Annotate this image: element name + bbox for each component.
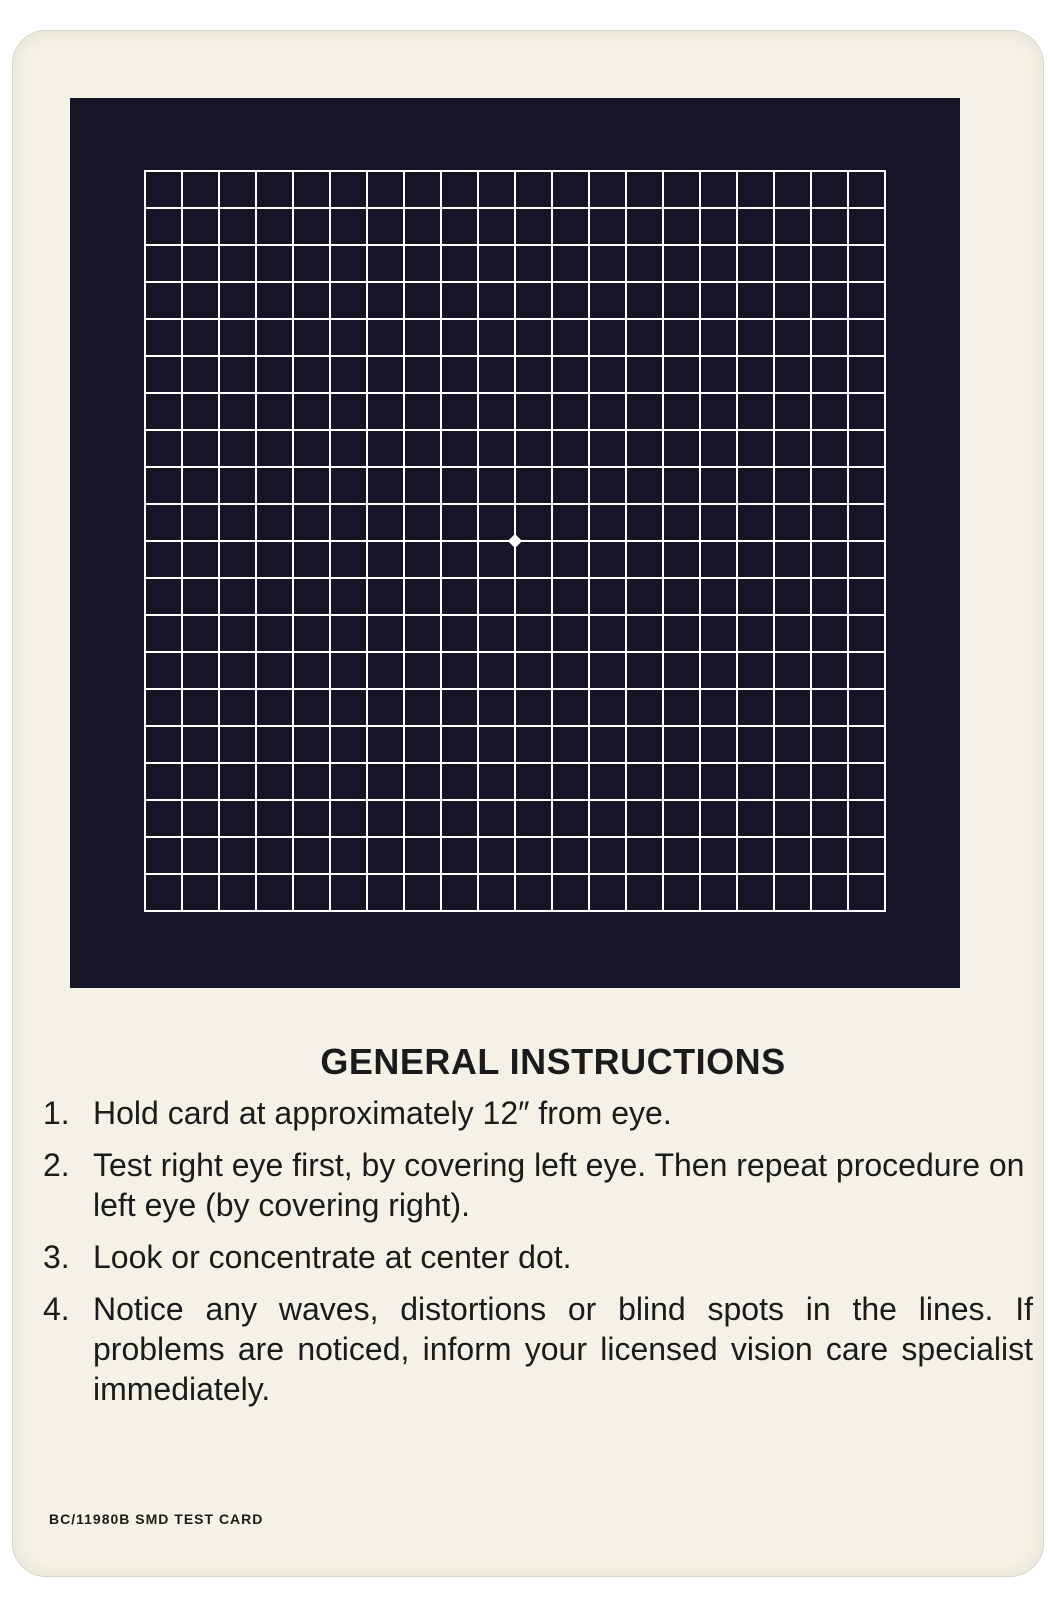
step-text: Hold card at approximately 12″ from eye. [93, 1095, 672, 1131]
instruction-step [43, 1237, 1033, 1277]
step-number: 3. [43, 1239, 70, 1275]
amsler-grid-panel [70, 98, 960, 988]
amsler-grid [143, 169, 887, 913]
instructions-list [43, 1093, 1033, 1409]
step-number: 1. [43, 1095, 70, 1131]
step-number: 4. [43, 1291, 70, 1327]
step-number: 2. [43, 1147, 70, 1183]
instruction-step [43, 1145, 1033, 1225]
step-text: Look or concentrate at center dot. [93, 1239, 572, 1275]
instruction-step [43, 1289, 1033, 1409]
card-code: BC/11980B SMD TEST CARD [49, 1511, 264, 1527]
amsler-test-card [12, 30, 1044, 1577]
instruction-step [43, 1093, 1033, 1133]
instructions-title: GENERAL INSTRUCTIONS [320, 1041, 786, 1082]
step-text: Test right eye first, by covering left eye. Then repeat procedure on left eye (by covering right). [93, 1147, 1025, 1223]
step-text: Notice any waves, distortions or blind spots in the lines. If problems are noticed, inform your licensed vision care specialist immediately. [93, 1291, 1033, 1407]
instructions-section [43, 1041, 1033, 1421]
